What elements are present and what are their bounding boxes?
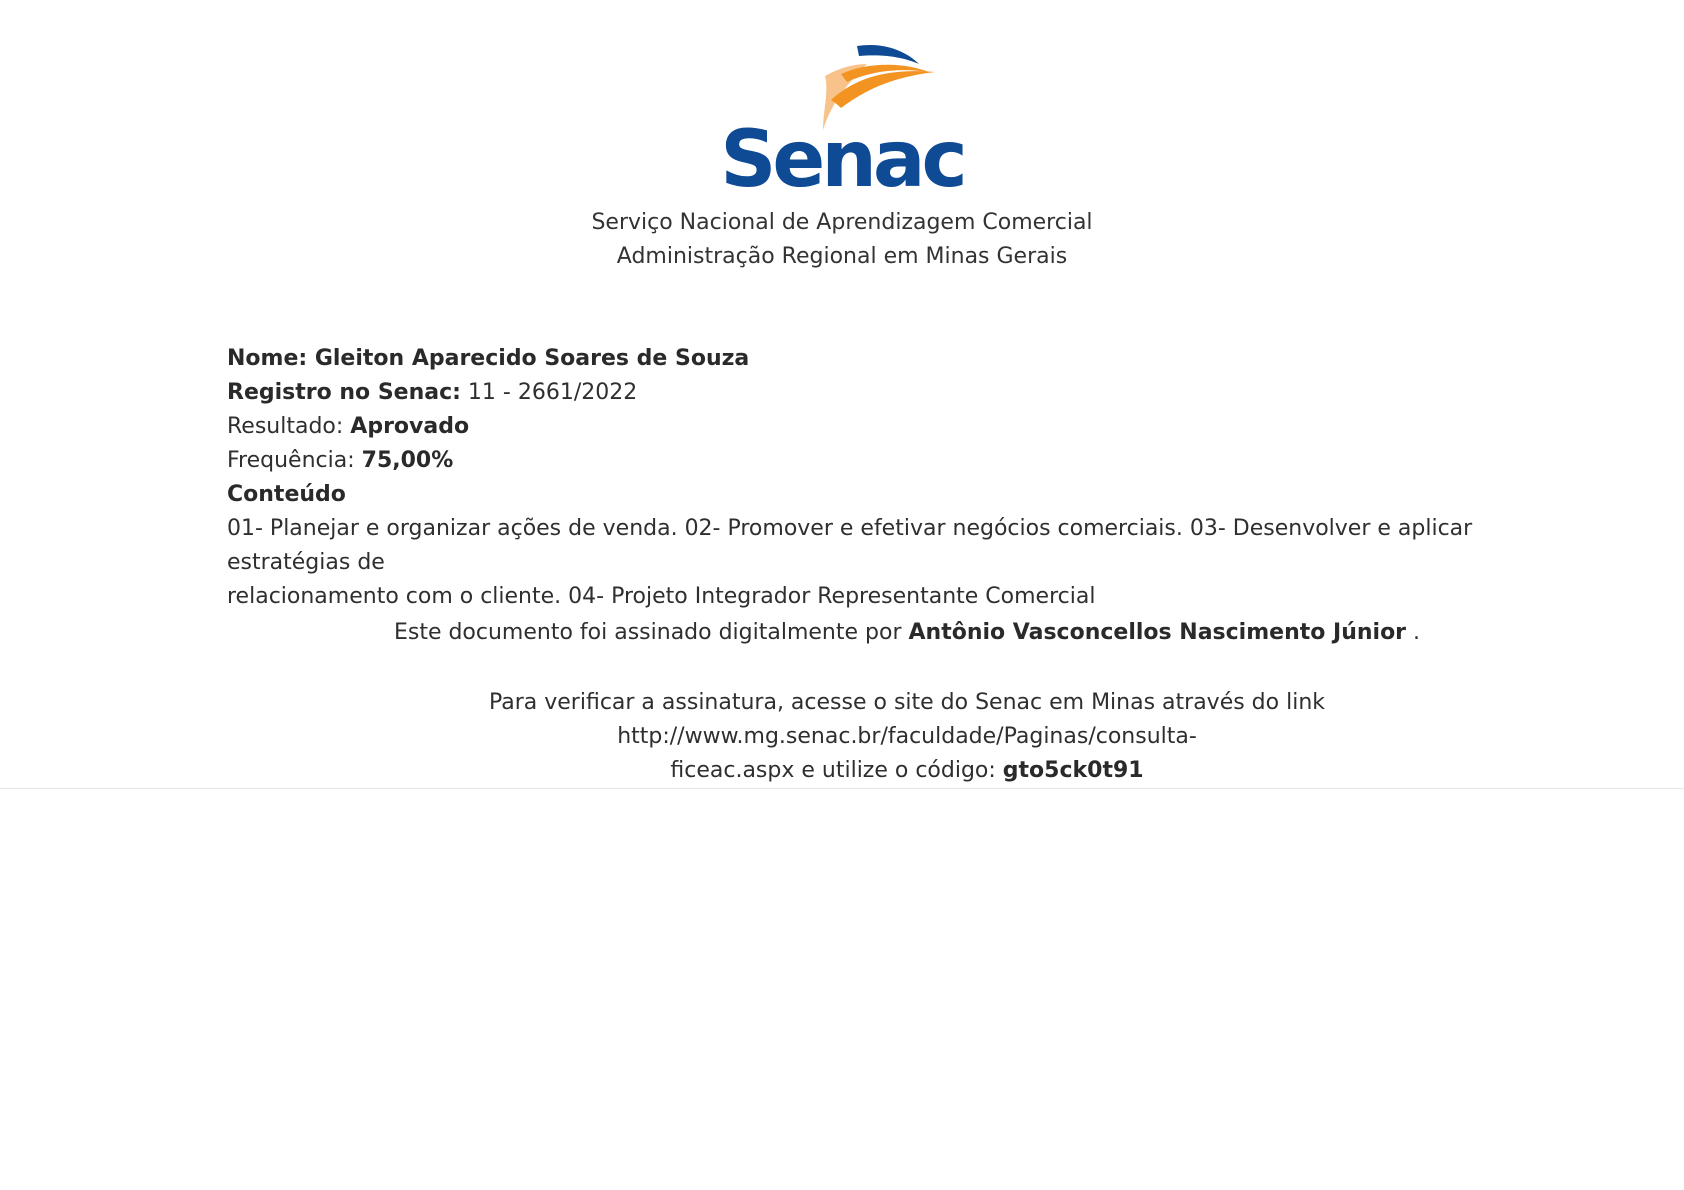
regional-administration: Administração Regional em Minas Gerais [616, 244, 1068, 269]
logo-wordmark: Senac [720, 115, 964, 198]
institution-header [0, 206, 1684, 274]
signer-name: Antônio Vasconcellos Nascimento Júnior [908, 620, 1407, 645]
logo-blue-arc [857, 45, 919, 64]
nome-row [227, 342, 1577, 376]
verification-line-2 [227, 754, 1587, 788]
verification-code: gto5ck0t91 [1002, 758, 1144, 783]
nome-label: Nome: [227, 346, 315, 371]
conteudo-label: Conteúdo [227, 482, 346, 507]
frequencia-row [227, 444, 1577, 478]
digital-signature-note [227, 616, 1587, 650]
resultado-value: Aprovado [350, 414, 470, 439]
frequencia-value: 75,00% [361, 448, 454, 473]
conteudo-line-2: relacionamento com o cliente. 04- Projeto Integrador Representante Comercial [227, 584, 1096, 609]
registro-label: Registro no Senac: [227, 380, 461, 405]
senac-logo [0, 38, 1684, 202]
verification-note [227, 686, 1587, 788]
registro-row [227, 376, 1577, 410]
registro-value: 11 - 2661/2022 [460, 380, 638, 405]
signature-suffix: . [1406, 620, 1421, 645]
resultado-label: Resultado: [227, 414, 351, 439]
conteudo-heading [227, 478, 1577, 512]
verification-line-1: Para verificar a assinatura, acesse o site do Senac em Minas através do link http://www.mg.senac.br/faculdade/Paginas/consulta- [488, 690, 1326, 749]
institution-name: Serviço Nacional de Aprendizagem Comercial [591, 210, 1093, 235]
senac-logo-graphic [707, 38, 977, 198]
verification-prefix: ficeac.aspx e utilize o código: [670, 758, 1003, 783]
certificate-details [227, 342, 1577, 614]
signature-prefix: Este documento foi assinado digitalmente por [393, 620, 909, 645]
conteudo-line-1: 01- Planejar e organizar ações de venda. 02- Promover e efetivar negócios comerciais. 03- Desenvolver e aplicar estratégias de [227, 516, 1473, 575]
nome-value: Gleiton Aparecido Soares de Souza [314, 346, 750, 371]
frequencia-label: Frequência: [227, 448, 362, 473]
page-divider [0, 788, 1684, 789]
resultado-row [227, 410, 1577, 444]
